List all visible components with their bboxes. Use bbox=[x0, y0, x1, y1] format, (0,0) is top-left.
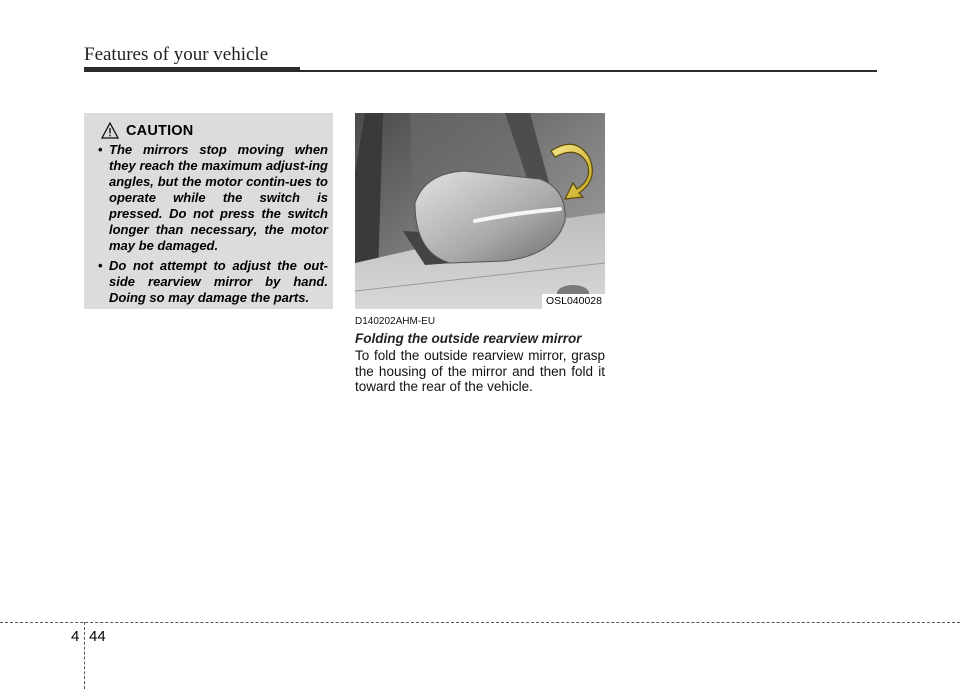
footer-page-number: 44 bbox=[89, 628, 106, 645]
caution-title: CAUTION bbox=[126, 123, 194, 139]
caution-item-text: The mirrors stop moving when they reach the maximum adjust-ing angles, but the motor contin-ues to operate while the switch is pressed. Do not press the switch longer than necessary, the motor may be damaged. bbox=[109, 142, 328, 253]
footer-divider bbox=[0, 622, 960, 623]
bullet: • bbox=[98, 258, 103, 273]
header-rule bbox=[84, 67, 300, 72]
mirror-photo bbox=[355, 113, 605, 309]
page-header-title: Features of your vehicle bbox=[84, 44, 269, 65]
caution-header bbox=[94, 121, 329, 141]
caution-item-text: Do not attempt to adjust the out-side rearview mirror by hand. Doing so may damage the parts. bbox=[109, 258, 328, 305]
section-ref-code: D140202AHM-EU bbox=[355, 316, 436, 327]
caution-item bbox=[96, 142, 328, 254]
caution-box bbox=[84, 113, 333, 309]
footer-chapter-number: 4 bbox=[71, 628, 80, 645]
section-body: To fold the outside rearview mirror, grasp the housing of the mirror and then fold it toward the rear of the vehicle. bbox=[355, 348, 605, 394]
mirror-illustration bbox=[355, 113, 605, 309]
section-heading: Folding the outside rearview mirror bbox=[355, 331, 582, 346]
figure-code: OSL040028 bbox=[542, 294, 605, 309]
warning-triangle-icon bbox=[101, 122, 119, 139]
bullet: • bbox=[98, 142, 103, 157]
footer-divider-vertical bbox=[84, 622, 85, 689]
caution-item bbox=[96, 258, 328, 306]
caution-list bbox=[96, 142, 328, 310]
header-rule-thin bbox=[300, 70, 877, 72]
